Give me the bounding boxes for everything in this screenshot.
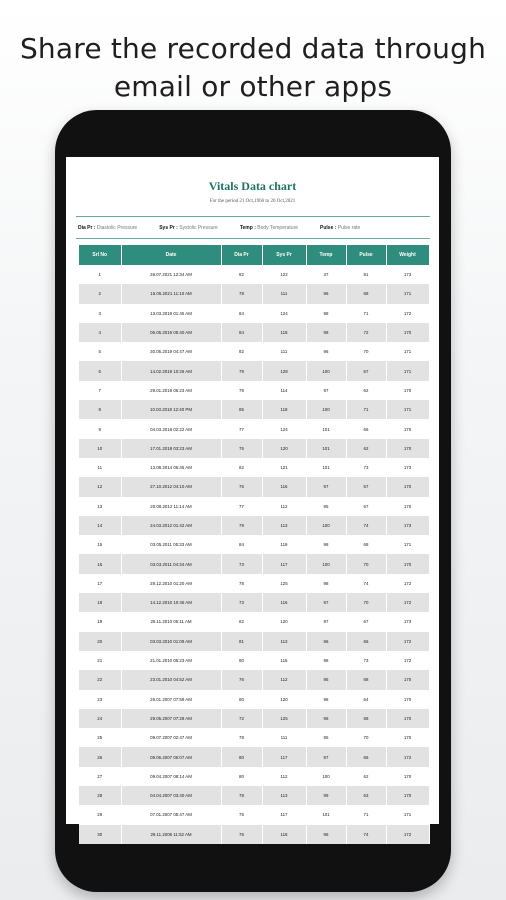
table-cell: 23	[79, 690, 121, 709]
table-cell: 98	[306, 690, 346, 709]
table-cell: 124	[262, 304, 306, 323]
table-cell: 97	[306, 612, 346, 631]
table-cell: 25.11.2010 05:11 AM	[121, 612, 221, 631]
table-row	[79, 786, 429, 805]
table-cell: 170	[386, 767, 429, 786]
table-cell: 111	[262, 342, 306, 361]
table-row	[79, 439, 429, 458]
table-cell: 170	[386, 497, 429, 516]
table-row	[79, 304, 429, 323]
table-cell: 29.01.2019 06:23 AM	[121, 381, 221, 400]
table-cell: 98	[306, 651, 346, 670]
table-cell: 62	[346, 439, 386, 458]
table-cell: 101	[306, 419, 346, 438]
divider	[76, 238, 430, 239]
table-cell: 29.12.2010 01:20 AM	[121, 574, 221, 593]
table-cell: 66	[346, 632, 386, 651]
table-cell: 101	[306, 458, 346, 477]
table-cell: 96	[306, 709, 346, 728]
table-cell: 170	[386, 554, 429, 573]
table-row	[79, 825, 429, 844]
table-cell: 20	[79, 632, 121, 651]
table-cell: 82	[221, 612, 262, 631]
table-cell: 172	[386, 825, 429, 844]
table-cell: 76	[221, 477, 262, 496]
table-cell: 95	[306, 728, 346, 747]
table-cell: 85	[221, 400, 262, 419]
table-cell: 67	[346, 361, 386, 380]
table-cell: 13	[79, 497, 121, 516]
table-cell: 26.01.2007 07:59 AM	[121, 690, 221, 709]
table-cell: 122	[262, 265, 306, 284]
table-cell: 171	[386, 400, 429, 419]
table-cell: 2	[79, 284, 121, 303]
table-cell: 66	[346, 419, 386, 438]
table-cell: 101	[306, 439, 346, 458]
table-cell: 62	[346, 381, 386, 400]
table-cell: 15	[79, 535, 121, 554]
table-cell: 75	[221, 805, 262, 824]
table-cell: 12	[79, 477, 121, 496]
table-cell: 17	[79, 574, 121, 593]
table-cell: 67	[346, 477, 386, 496]
table-cell: 98	[306, 304, 346, 323]
table-cell: 170	[386, 439, 429, 458]
table-cell: 172	[386, 632, 429, 651]
table-cell: 63	[346, 786, 386, 805]
table-cell: 73	[221, 593, 262, 612]
table-cell: 74	[346, 825, 386, 844]
table-cell: 172	[386, 574, 429, 593]
table-cell: 29	[79, 805, 121, 824]
table-cell: 73	[346, 458, 386, 477]
table-cell: 04.04.2007 03:40 AM	[121, 786, 221, 805]
table-cell: 100	[306, 767, 346, 786]
table-cell: 171	[386, 535, 429, 554]
table-row	[79, 728, 429, 747]
table-cell: 170	[386, 419, 429, 438]
table-cell: 172	[386, 747, 429, 766]
table-cell: 100	[306, 554, 346, 573]
table-cell: 171	[386, 342, 429, 361]
table-cell: 171	[386, 805, 429, 824]
table-cell: 172	[386, 651, 429, 670]
table-cell: 76	[221, 825, 262, 844]
table-row	[79, 497, 429, 516]
table-cell: 04.03.2018 02:22 AM	[121, 419, 221, 438]
table-cell: 70	[346, 342, 386, 361]
table-row	[79, 381, 429, 400]
table-row	[79, 516, 429, 535]
table-cell: 82	[221, 458, 262, 477]
table-cell: 29.05.2007 07:28 AM	[121, 709, 221, 728]
table-cell: 06.05.2019 05:40 AM	[121, 323, 221, 342]
table-row	[79, 593, 429, 612]
column-header: Dia Pr	[221, 245, 262, 265]
table-cell: 14.02.2019 10:26 AM	[121, 361, 221, 380]
table-cell: 170	[386, 728, 429, 747]
table-cell: 74	[346, 574, 386, 593]
table-cell: 111	[262, 284, 306, 303]
table-cell: 23.01.2010 04:52 AM	[121, 670, 221, 689]
table-row	[79, 574, 429, 593]
table-cell: 73	[346, 651, 386, 670]
vitals-table	[79, 245, 429, 844]
table-cell: 62	[346, 767, 386, 786]
table-cell: 72	[221, 709, 262, 728]
table-cell: 117	[262, 805, 306, 824]
table-cell: 172	[386, 593, 429, 612]
table-cell: 78	[221, 284, 262, 303]
table-cell: 82	[221, 265, 262, 284]
table-cell: 77	[221, 419, 262, 438]
headline-line-2: email or other apps	[113, 70, 393, 103]
table-row	[79, 265, 429, 284]
table-cell: 10	[79, 439, 121, 458]
table-cell: 10.03.2018 12:40 PM	[121, 400, 221, 419]
document-title: Vitals Data chart	[208, 179, 297, 193]
table-row	[79, 342, 429, 361]
table-cell: 9	[79, 419, 121, 438]
table-cell: 20.08.2012 11:14 AM	[121, 497, 221, 516]
table-cell: 173	[386, 516, 429, 535]
divider	[76, 216, 430, 217]
table-cell: 98	[306, 323, 346, 342]
table-cell: 170	[386, 670, 429, 689]
table-cell: 80	[221, 690, 262, 709]
table-cell: 118	[262, 825, 306, 844]
table-row	[79, 767, 429, 786]
table-cell: 03.03.2010 01:09 AM	[121, 632, 221, 651]
table-cell: 74	[346, 516, 386, 535]
table-cell: 116	[262, 651, 306, 670]
table-cell: 70	[346, 728, 386, 747]
table-cell: 66	[346, 747, 386, 766]
table-cell: 78	[221, 786, 262, 805]
table-cell: 71	[346, 304, 386, 323]
table-row	[79, 747, 429, 766]
table-cell: 16	[79, 554, 121, 573]
table-row	[79, 535, 429, 554]
table-cell: 15.05.2021 11:10 AM	[121, 284, 221, 303]
table-cell: 70	[346, 593, 386, 612]
table-cell: 124	[262, 419, 306, 438]
table-cell: 68	[346, 284, 386, 303]
table-cell: 173	[386, 458, 429, 477]
table-cell: 78	[221, 728, 262, 747]
table-cell: 09.06.2007 06:07 AM	[121, 747, 221, 766]
table-cell: 121	[262, 458, 306, 477]
table-cell: 120	[262, 690, 306, 709]
table-cell: 100	[306, 516, 346, 535]
table-cell: 84	[221, 323, 262, 342]
table-row	[79, 554, 429, 573]
table-cell: 03.03.2011 04:34 AM	[121, 554, 221, 573]
table-cell: 116	[262, 477, 306, 496]
headline-line-1: Share the recorded data through	[19, 32, 487, 65]
table-cell: 96	[306, 632, 346, 651]
table-cell: 97	[306, 747, 346, 766]
table-cell: 26	[79, 747, 121, 766]
table-cell: 128	[262, 361, 306, 380]
table-cell: 117	[262, 554, 306, 573]
table-cell: 100	[306, 400, 346, 419]
document-preview	[66, 157, 439, 837]
table-row	[79, 612, 429, 631]
table-cell: 09.04.2007 08:14 AM	[121, 767, 221, 786]
table-cell: 14	[79, 516, 121, 535]
table-row	[79, 670, 429, 689]
table-cell: 113	[262, 786, 306, 805]
table-cell: 71	[346, 400, 386, 419]
table-row	[79, 690, 429, 709]
table-row	[79, 361, 429, 380]
table-cell: 79	[221, 381, 262, 400]
table-cell: 30	[79, 825, 121, 844]
table-cell: 97	[306, 381, 346, 400]
table-cell: 171	[386, 361, 429, 380]
table-cell: 76	[221, 670, 262, 689]
table-cell: 14.12.2010 10:45 AM	[121, 593, 221, 612]
table-cell: 64	[346, 690, 386, 709]
column-header: Date	[121, 245, 221, 265]
table-cell: 97	[306, 477, 346, 496]
table-cell: 125	[262, 574, 306, 593]
table-cell: 173	[386, 612, 429, 631]
table-cell: 82	[221, 342, 262, 361]
table-cell: 170	[386, 381, 429, 400]
table-cell: 116	[262, 593, 306, 612]
table-cell: 17.01.2018 03:23 AM	[121, 439, 221, 458]
legend-item: Pulse : Pulse rate	[320, 225, 361, 231]
table-cell: 112	[262, 670, 306, 689]
table-cell: 19	[79, 612, 121, 631]
table-cell: 114	[262, 381, 306, 400]
table-cell: 91	[346, 265, 386, 284]
table-cell: 101	[306, 805, 346, 824]
table-cell: 26.07.2021 12:34 AM	[121, 265, 221, 284]
table-row	[79, 419, 429, 438]
table-cell: 67	[346, 612, 386, 631]
table-cell: 118	[262, 400, 306, 419]
table-cell: 30.05.2019 04:47 AM	[121, 342, 221, 361]
legend-item: Temp : Body Temperature	[239, 225, 299, 231]
table-cell: 99	[306, 786, 346, 805]
table-cell: 95	[306, 670, 346, 689]
table-header	[79, 245, 429, 265]
table-cell: 78	[221, 574, 262, 593]
column-header: Srl No	[79, 245, 121, 265]
table-row	[79, 477, 429, 496]
table-cell: 119	[262, 535, 306, 554]
column-header: Pulse	[346, 245, 386, 265]
table-cell: 73	[221, 554, 262, 573]
table-cell: 72	[346, 323, 386, 342]
table-cell: 77	[221, 497, 262, 516]
table-cell: 29.11.2006 11:52 AM	[121, 825, 221, 844]
table-row	[79, 805, 429, 824]
table-cell: 120	[262, 612, 306, 631]
table-cell: 70	[346, 554, 386, 573]
table-row	[79, 284, 429, 303]
table-cell: 79	[221, 361, 262, 380]
table-cell: 13.03.2019 01:45 AM	[121, 304, 221, 323]
table-cell: 22	[79, 670, 121, 689]
table-cell: 03.05.2011 05:33 AM	[121, 535, 221, 554]
table-cell: 80	[221, 747, 262, 766]
table-cell: 125	[262, 709, 306, 728]
table-cell: 37	[306, 265, 346, 284]
legend	[78, 225, 430, 231]
table-cell: 171	[386, 284, 429, 303]
table-cell: 24.03.2012 01:42 AM	[121, 516, 221, 535]
table-cell: 25	[79, 728, 121, 747]
document-period: For the period 21 Oct,1966 to 26 Oct,2021	[209, 199, 296, 204]
table-cell: 11	[79, 458, 121, 477]
table-cell: 18	[79, 593, 121, 612]
table-cell: 117	[262, 747, 306, 766]
legend-item: Sys Pr : Systolic Pressure	[159, 225, 218, 231]
table-cell: 112	[262, 497, 306, 516]
table-cell: 27	[79, 767, 121, 786]
column-header: Weight	[386, 245, 429, 265]
table-cell: 81	[221, 632, 262, 651]
table-cell: 4	[79, 323, 121, 342]
table-cell: 111	[262, 728, 306, 747]
table-row	[79, 651, 429, 670]
table-cell: 67	[346, 497, 386, 516]
table-cell: 95	[306, 497, 346, 516]
table-cell: 173	[386, 265, 429, 284]
table-row	[79, 400, 429, 419]
table-cell: 100	[306, 361, 346, 380]
table-cell: 7	[79, 381, 121, 400]
table-cell: 172	[386, 304, 429, 323]
table-cell: 21.01.2010 05:23 AM	[121, 651, 221, 670]
table-cell: 68	[346, 670, 386, 689]
table-cell: 3	[79, 304, 121, 323]
table-cell: 24	[79, 709, 121, 728]
legend-item: Dia Pr : Diastolic Pressure	[78, 225, 138, 231]
table-cell: 170	[386, 323, 429, 342]
table-cell: 96	[306, 825, 346, 844]
table-cell: 68	[346, 709, 386, 728]
table-row	[79, 458, 429, 477]
table-cell: 71	[346, 805, 386, 824]
table-cell: 13.08.2014 06:45 AM	[121, 458, 221, 477]
table-cell: 97	[306, 593, 346, 612]
table-cell: 21	[79, 651, 121, 670]
table-cell: 170	[386, 786, 429, 805]
table-cell: 98	[306, 574, 346, 593]
table-cell: 170	[386, 477, 429, 496]
table-cell: 80	[221, 651, 262, 670]
promo-headline	[0, 30, 506, 106]
table-cell: 68	[346, 535, 386, 554]
table-cell: 170	[386, 709, 429, 728]
table-cell: 170	[386, 690, 429, 709]
table-cell: 84	[221, 304, 262, 323]
table-cell: 5	[79, 342, 121, 361]
table-cell: 07.01.2007 05:47 AM	[121, 805, 221, 824]
table-cell: 96	[306, 342, 346, 361]
table-cell: 27.10.2012 04:10 AM	[121, 477, 221, 496]
table-row	[79, 709, 429, 728]
table-cell: 79	[221, 516, 262, 535]
table-cell: 96	[306, 284, 346, 303]
table-cell: 118	[262, 323, 306, 342]
table-cell: 1	[79, 265, 121, 284]
table-cell: 113	[262, 632, 306, 651]
table-cell: 120	[262, 439, 306, 458]
table-cell: 80	[221, 767, 262, 786]
table-cell: 8	[79, 400, 121, 419]
table-cell: 28	[79, 786, 121, 805]
table-row	[79, 632, 429, 651]
table-cell: 98	[306, 535, 346, 554]
table-cell: 6	[79, 361, 121, 380]
table-cell: 113	[262, 516, 306, 535]
column-header: Temp	[306, 245, 346, 265]
table-row	[79, 323, 429, 342]
table-cell: 84	[221, 535, 262, 554]
table-cell: 09.07.2007 02:47 AM	[121, 728, 221, 747]
column-header: Sys Pr	[262, 245, 306, 265]
table-cell: 112	[262, 767, 306, 786]
table-cell: 75	[221, 439, 262, 458]
